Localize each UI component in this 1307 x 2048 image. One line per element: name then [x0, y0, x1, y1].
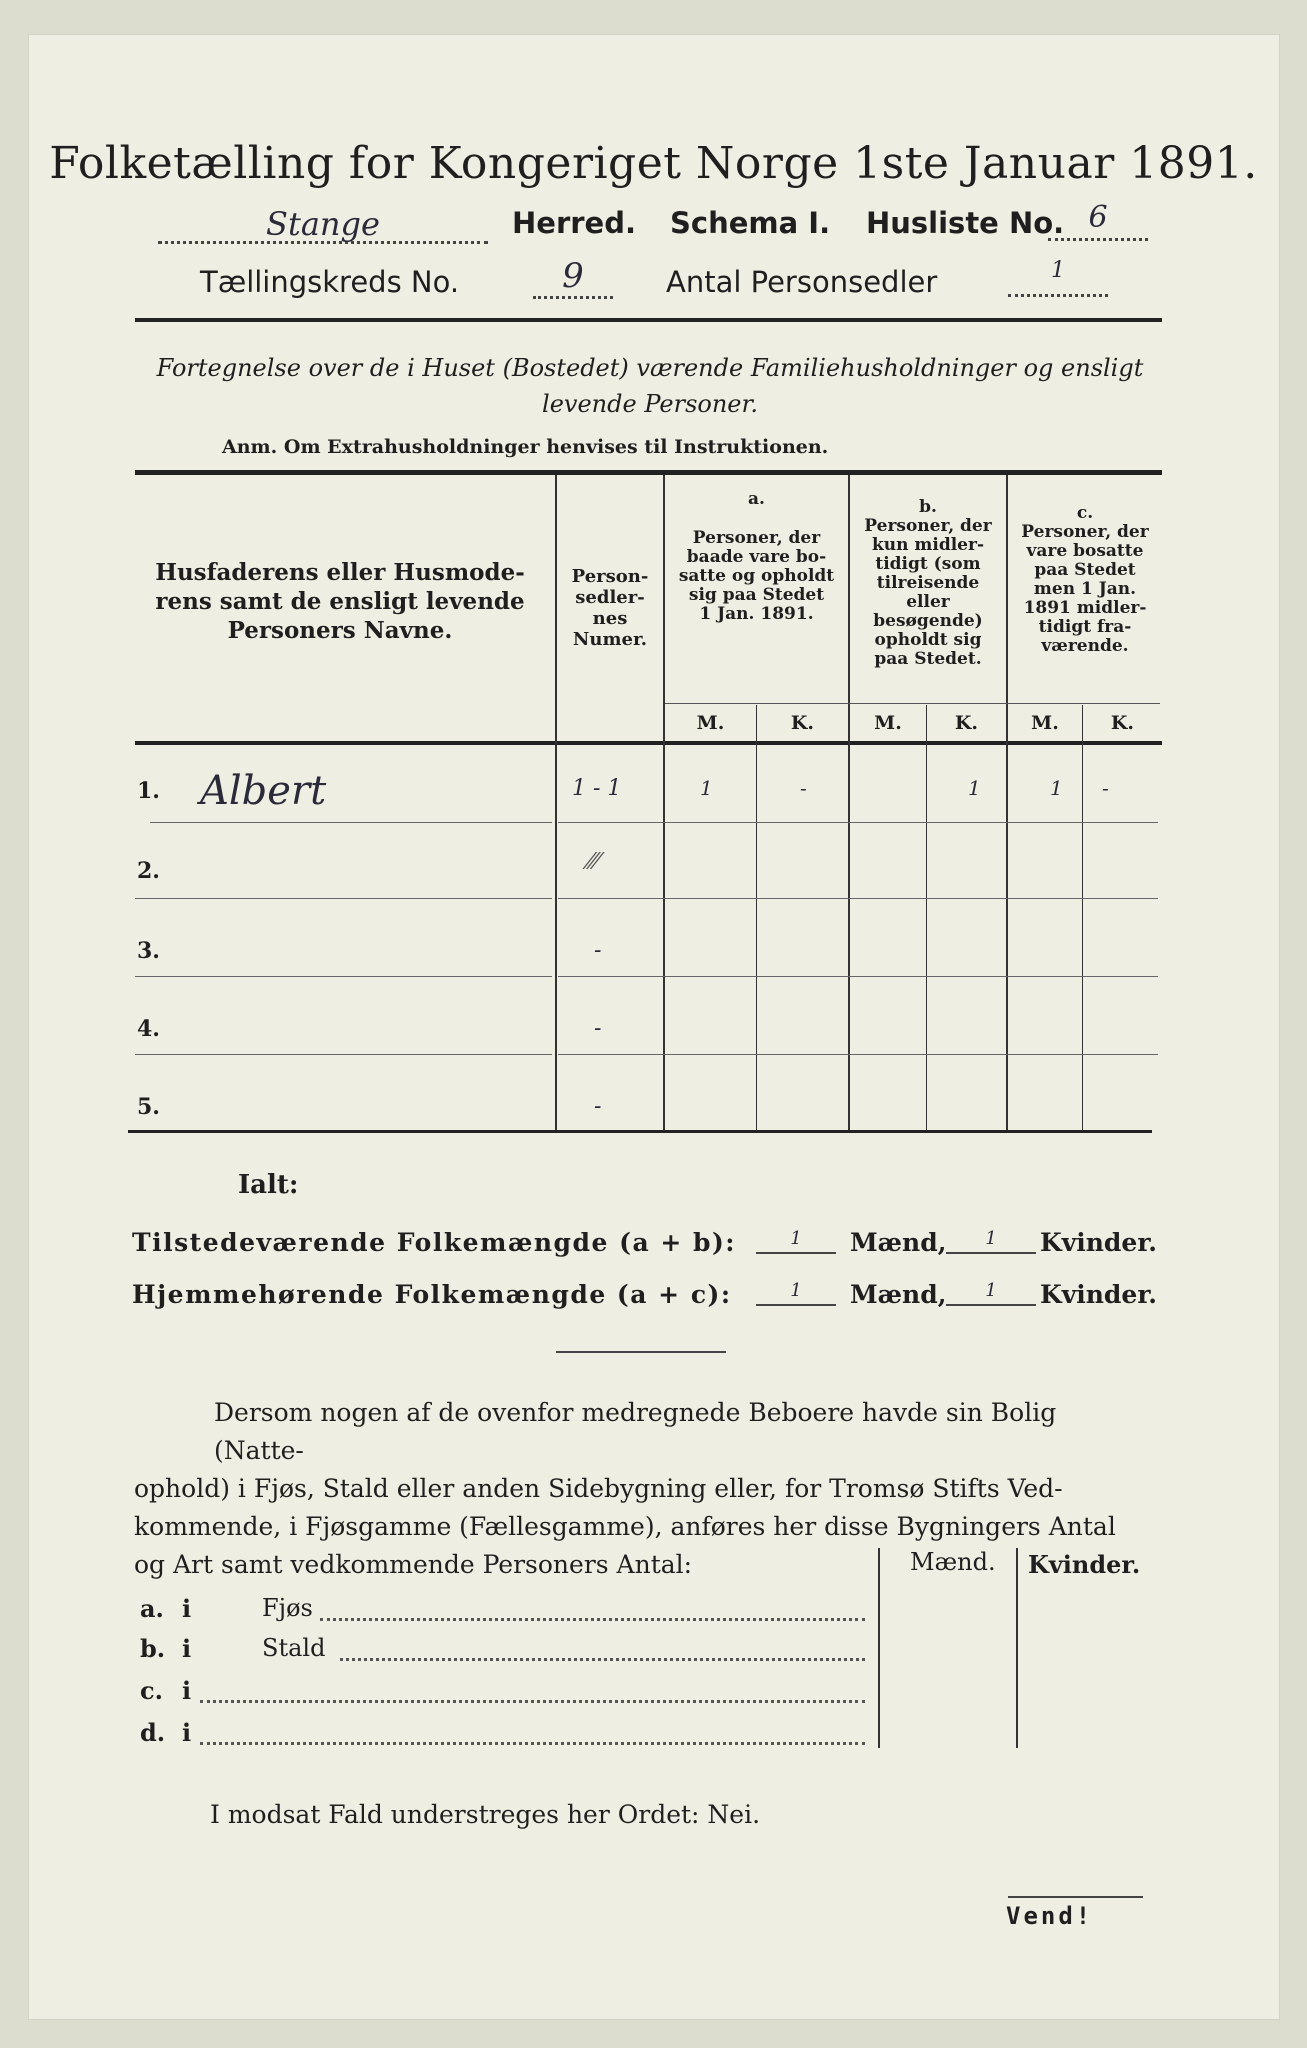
- row-value: 1: [1050, 776, 1063, 800]
- row-sedler: 1 - 1: [572, 776, 622, 801]
- col-b-line: eller: [906, 592, 950, 612]
- building-prefix: i: [182, 1634, 192, 1663]
- kvinder-label: Kvinder.: [1040, 1280, 1157, 1309]
- row-line: [558, 822, 1158, 823]
- antal-value: 1: [1008, 258, 1108, 297]
- totals-line2-maend: 1: [756, 1280, 836, 1306]
- col-b-letter: b.: [919, 497, 937, 517]
- mk-label: M.: [1031, 712, 1059, 734]
- row-number: 5.: [137, 1094, 160, 1120]
- col-b-line: opholdt sig: [874, 630, 982, 650]
- col-a-letter: a.: [748, 489, 765, 509]
- census-form-sheet: [28, 34, 1280, 2020]
- mk-label: K.: [1110, 712, 1135, 734]
- row-line: [150, 822, 552, 823]
- kreds-label: Tællingskreds No.: [200, 265, 460, 299]
- description-line-2: levende Personer.: [542, 390, 758, 418]
- col-num-header-line: Numer.: [572, 629, 648, 650]
- paragraph-line: og Art samt vedkommende Personers Antal:: [134, 1550, 693, 1579]
- col-num-header-line: nes: [592, 608, 628, 629]
- mk-label: K.: [954, 712, 979, 734]
- building-letter: d.: [140, 1718, 166, 1747]
- building-dots: [200, 1700, 865, 1703]
- paragraph-line: kommende, i Fjøsgamme (Fællesgamme), anføres her disse Bygningers Antal: [134, 1512, 1116, 1541]
- row-line: [558, 976, 1158, 977]
- separator-rule: [556, 1351, 726, 1353]
- anm-note: Anm. Om Extrahusholdninger henvises til Instruktionen.: [222, 436, 829, 458]
- schema-label: Schema I.: [670, 206, 831, 240]
- row-number: 2.: [137, 858, 160, 884]
- totals-line1-maend: 1: [756, 1228, 836, 1254]
- col-c-line: tidigt fra-: [1038, 617, 1132, 637]
- row-sedler: -: [594, 1094, 602, 1119]
- table-vline-mk: [1082, 705, 1083, 1130]
- vend-rule: [1008, 1896, 1143, 1898]
- building-dots: [200, 1742, 865, 1745]
- ialt-label: Ialt:: [238, 1170, 299, 1200]
- row-name: Albert: [200, 768, 327, 814]
- col-c-line: paa Stedet: [1034, 560, 1136, 580]
- form-title: Folketælling for Kongeriget Norge 1ste Januar 1891.: [49, 138, 1258, 189]
- buildings-maend-header: Mænd.: [910, 1548, 996, 1576]
- col-num-header-line: sedler-: [575, 587, 645, 608]
- building-label: Stald: [262, 1634, 326, 1662]
- husliste-value: 6: [1048, 200, 1148, 241]
- col-c-header: [1008, 504, 1162, 656]
- row-line: [135, 1054, 552, 1055]
- col-c-line: værende.: [1041, 636, 1129, 656]
- col-a-header: [665, 490, 848, 624]
- description: [135, 350, 1165, 422]
- building-dots: [340, 1658, 865, 1661]
- building-prefix: i: [182, 1718, 192, 1747]
- col-c-letter: c.: [1076, 503, 1094, 523]
- kvinder-label: Kvinder.: [1040, 1228, 1157, 1257]
- col-a-line: Personer, der: [692, 528, 821, 548]
- table-vline-mk: [756, 705, 757, 1130]
- mk-label: K.: [790, 712, 815, 734]
- row-number: 1.: [137, 778, 160, 804]
- row-line: [558, 1054, 1158, 1055]
- building-label: Fjøs: [262, 1594, 313, 1622]
- row-sedler: -: [594, 938, 602, 963]
- col-c-line: vare bosatte: [1026, 541, 1144, 561]
- col-b-header: [850, 498, 1006, 669]
- row-value: 1: [700, 776, 713, 800]
- kreds-value: 9: [533, 256, 613, 299]
- col-num-header: [557, 566, 663, 650]
- buildings-kvinder-header: Kvinder.: [1028, 1550, 1141, 1579]
- maend-label: Mænd,: [850, 1280, 947, 1309]
- col-a-line: baade vare bo-: [686, 547, 827, 567]
- row-line: [558, 898, 1158, 899]
- col-b-line: tilreisende: [876, 573, 980, 593]
- header-rule: [135, 318, 1162, 322]
- col-c-line: men 1 Jan.: [1033, 579, 1137, 599]
- col-a-line: 1 Jan. 1891.: [699, 604, 814, 624]
- herred-handwritten: Stange: [158, 205, 488, 244]
- col-name-header: [140, 558, 540, 645]
- col-b-line: besøgende): [873, 611, 983, 631]
- paragraph-line: ophold) i Fjøs, Stald eller anden Sidebygning eller, for Tromsø Stifts Ved-: [134, 1474, 1063, 1503]
- instructions-paragraph: [134, 1394, 1154, 1584]
- building-dots: [320, 1618, 865, 1621]
- col-a-line: sig paa Stedet: [688, 585, 825, 605]
- description-line-1: Fortegnelse over de i Huset (Bostedet) værende Familiehusholdninger og ensligt: [156, 354, 1144, 382]
- table-vline-mk: [926, 705, 927, 1130]
- buildings-vline: [878, 1548, 880, 1748]
- mk-separator: [665, 703, 1160, 704]
- row-value: 1: [968, 776, 981, 800]
- totals-line1-label: Tilstedeværende Folkemængde (a + b):: [132, 1228, 737, 1257]
- antal-label: Antal Personsedler: [666, 265, 938, 299]
- building-letter: c.: [140, 1676, 163, 1705]
- col-c-line: 1891 midler-: [1023, 598, 1147, 618]
- col-name-header-line: Personers Navne.: [227, 617, 453, 644]
- building-prefix: i: [182, 1594, 192, 1623]
- paragraph-line: Dersom nogen af de ovenfor medregnede Beboere havde sin Bolig (Natte-: [214, 1398, 1057, 1465]
- husliste-label: Husliste No.: [866, 206, 1065, 240]
- col-c-line: Personer, der: [1021, 522, 1149, 542]
- totals-line2-label: Hjemmehørende Folkemængde (a + c):: [132, 1280, 732, 1309]
- row-value: -: [800, 776, 807, 800]
- col-a-line: satte og opholdt: [678, 566, 835, 586]
- col-b-line: kun midler-: [871, 535, 985, 555]
- modsat-note: I modsat Fald understreges her Ordet: Nei.: [210, 1800, 761, 1829]
- col-b-line: Personer, der: [864, 516, 992, 536]
- col-name-header-line: rens samt de ensligt levende: [155, 588, 525, 615]
- totals-line2-kvinder: 1: [946, 1280, 1036, 1306]
- row-sedler: -: [594, 1016, 602, 1041]
- vend-label: Vend!: [1006, 1902, 1094, 1930]
- mk-label: M.: [874, 712, 902, 734]
- row-line: [135, 898, 552, 899]
- row-line: [135, 976, 552, 977]
- col-b-line: tidigt (som: [875, 554, 981, 574]
- maend-label: Mænd,: [850, 1228, 947, 1257]
- row-sedler-scribble: ⁄⁄⁄: [588, 850, 600, 875]
- building-letter: b.: [140, 1634, 166, 1663]
- herred-label: Herred.: [512, 206, 636, 240]
- col-name-header-line: Husfaderens eller Husmode-: [155, 559, 525, 586]
- building-prefix: i: [182, 1676, 192, 1705]
- col-b-line: paa Stedet.: [874, 649, 982, 669]
- row-number: 4.: [137, 1016, 160, 1042]
- table-bottom-rule: [128, 1130, 1152, 1133]
- building-letter: a.: [140, 1594, 164, 1623]
- col-num-header-line: Person-: [571, 566, 649, 587]
- buildings-vline: [1016, 1548, 1018, 1748]
- totals-line1-kvinder: 1: [946, 1228, 1036, 1254]
- row-number: 3.: [137, 938, 160, 964]
- mk-label: M.: [696, 712, 725, 734]
- row-value: -: [1102, 776, 1109, 800]
